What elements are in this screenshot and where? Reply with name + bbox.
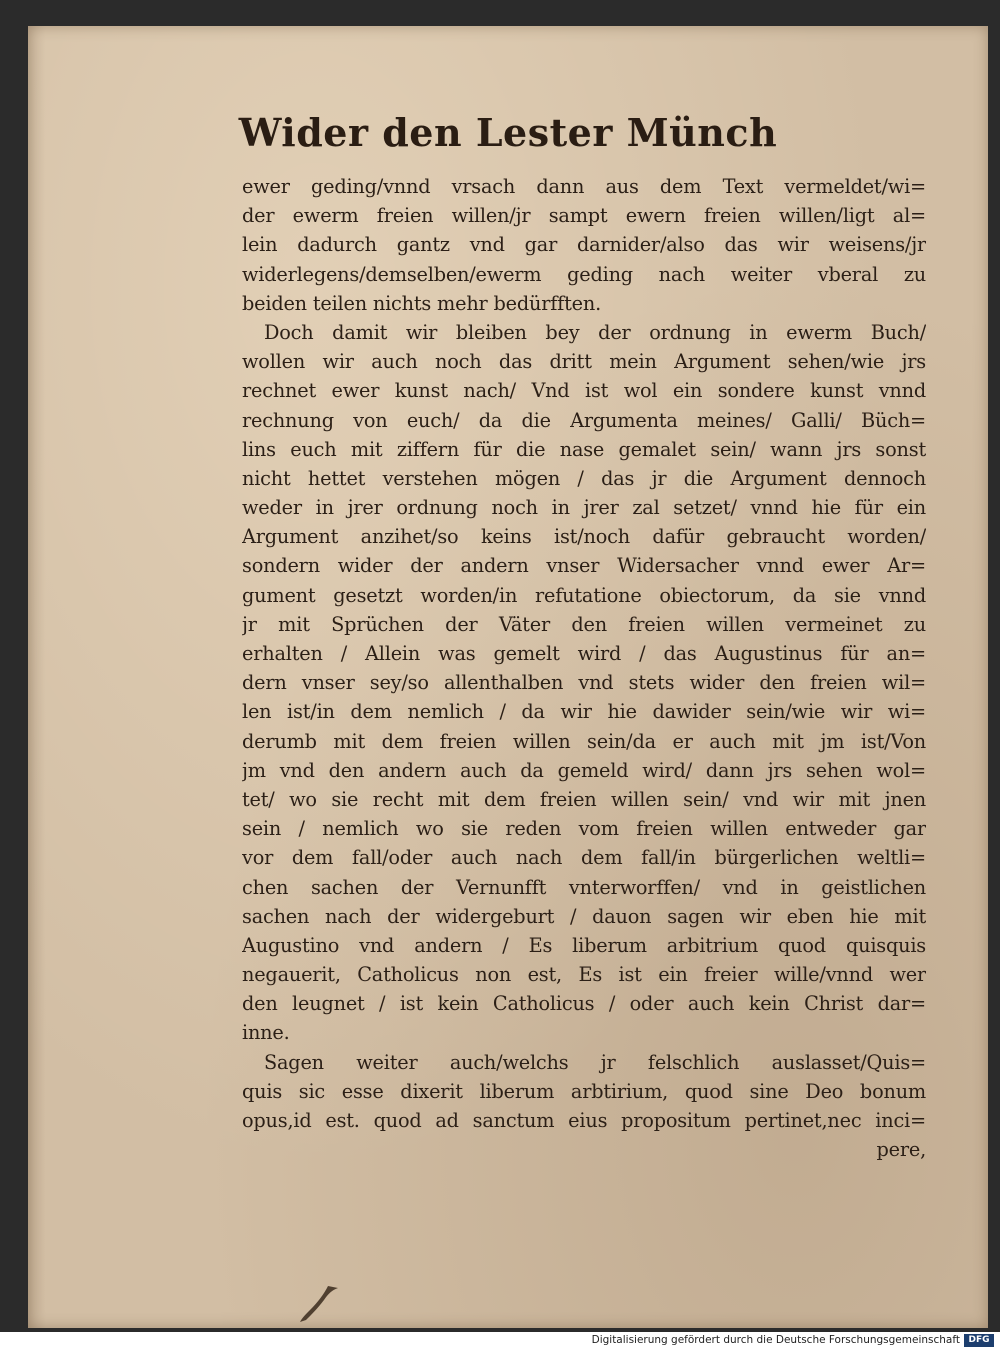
text-line: Sagen weiter auch/welchs jr felschlich auslasset/Quis= bbox=[264, 1050, 926, 1074]
text-line: dern vnser sey/so allenthalben vnd stets wider den freien wil= bbox=[242, 671, 926, 695]
text-line: lein dadurch gantz vnd gar darnider/also das wir weisens/jr bbox=[242, 233, 926, 257]
text-line: der ewerm freien willen/jr sampt ewern freien willen/ligt al= bbox=[242, 204, 926, 228]
text-line: inne. bbox=[242, 1021, 290, 1045]
text-line: Doch damit wir bleiben bey der ordnung in ewerm Buch/ bbox=[264, 320, 926, 344]
text-line: lins euch mit ziffern für die nase gemalet sein/ wann jrs sonst bbox=[242, 437, 926, 461]
text-line: opus,id est. quod ad sanctum eius propositum pertinet,nec inci= bbox=[242, 1109, 926, 1132]
dfg-logo: DFG bbox=[964, 1334, 994, 1347]
text-line: den leugnet / ist kein Catholicus / oder auch kein Christ dar= bbox=[242, 992, 926, 1016]
funding-credit: Digitalisierung gefördert durch die Deutsche Forschungsgemeinschaft bbox=[591, 1334, 960, 1346]
text-line: sondern wider der andern vnser Widersacher vnnd ewer Ar= bbox=[242, 554, 926, 578]
text-line: chen sachen der Vernunfft vnterworffen/ vnd in geistlichen bbox=[242, 875, 926, 899]
text-line: gument gesetzt worden/in refutatione obiectorum, da sie vnnd bbox=[242, 583, 926, 607]
text-line: wollen wir auch noch das dritt mein Argument sehen/wie jrs bbox=[242, 350, 926, 374]
body-text bbox=[242, 172, 926, 1164]
text-line: rechnung von euch/ da die Argumenta meines/ Galli/ Büch= bbox=[242, 408, 926, 432]
text-line: ewer geding/vnnd vrsach dann aus dem Text vermeldet/wi= bbox=[242, 175, 926, 198]
text-line: quis sic esse dixerit liberum arbtirium, quod sine Deo bonum bbox=[242, 1079, 926, 1103]
text-line: sachen nach der widergeburt / dauon sagen wir eben hie mit bbox=[242, 904, 926, 928]
catchword: pere, bbox=[876, 1138, 926, 1162]
text-line: Augustino vnd andern / Es liberum arbitrium quod quisquis bbox=[242, 933, 926, 957]
text-line: vor dem fall/oder auch nach dem fall/in bürgerlichen weltli= bbox=[242, 846, 926, 870]
text-line: widerlegens/demselben/ewerm geding nach weiter vberal zu bbox=[242, 262, 926, 286]
text-line: rechnet ewer kunst nach/ Vnd ist wol ein sondere kunst vnnd bbox=[242, 379, 926, 403]
text-line: tet/ wo sie recht mit dem freien willen sein/ vnd wir mit jnen bbox=[242, 787, 926, 811]
text-line: negauerit, Catholicus non est, Es ist ein freier wille/vnnd wer bbox=[242, 963, 926, 987]
text-line: erhalten / Allein was gemelt wird / das Augustinus für an= bbox=[242, 642, 926, 665]
text-line: derumb mit dem freien willen sein/da er auch mit jm ist/Von bbox=[242, 729, 926, 753]
text-line: nicht hettet verstehen mögen / das jr die Argument dennoch bbox=[242, 466, 926, 490]
text-line: sein / nemlich wo sie reden vom freien willen entweder gar bbox=[242, 817, 926, 841]
text-line: len ist/in dem nemlich / da wir hie dawider sein/wie wir wi= bbox=[242, 700, 926, 724]
book-page bbox=[28, 26, 988, 1328]
text-line: jr mit Sprüchen der Väter den freien willen vermeinet zu bbox=[242, 612, 926, 636]
footer-bar bbox=[0, 1332, 1000, 1350]
ink-mark bbox=[298, 1284, 344, 1324]
text-line: jm vnd den andern auch da gemeld wird/ dann jrs sehen wol= bbox=[242, 758, 926, 782]
text-line: beiden teilen nichts mehr bedürfften. bbox=[242, 291, 602, 315]
text-line: Argument anzihet/so keins ist/noch dafür gebraucht worden/ bbox=[242, 525, 926, 549]
running-head: Wider den Lester Münch bbox=[238, 110, 778, 155]
text-line: weder in jrer ordnung noch in jrer zal setzet/ vnnd hie für ein bbox=[242, 496, 926, 520]
